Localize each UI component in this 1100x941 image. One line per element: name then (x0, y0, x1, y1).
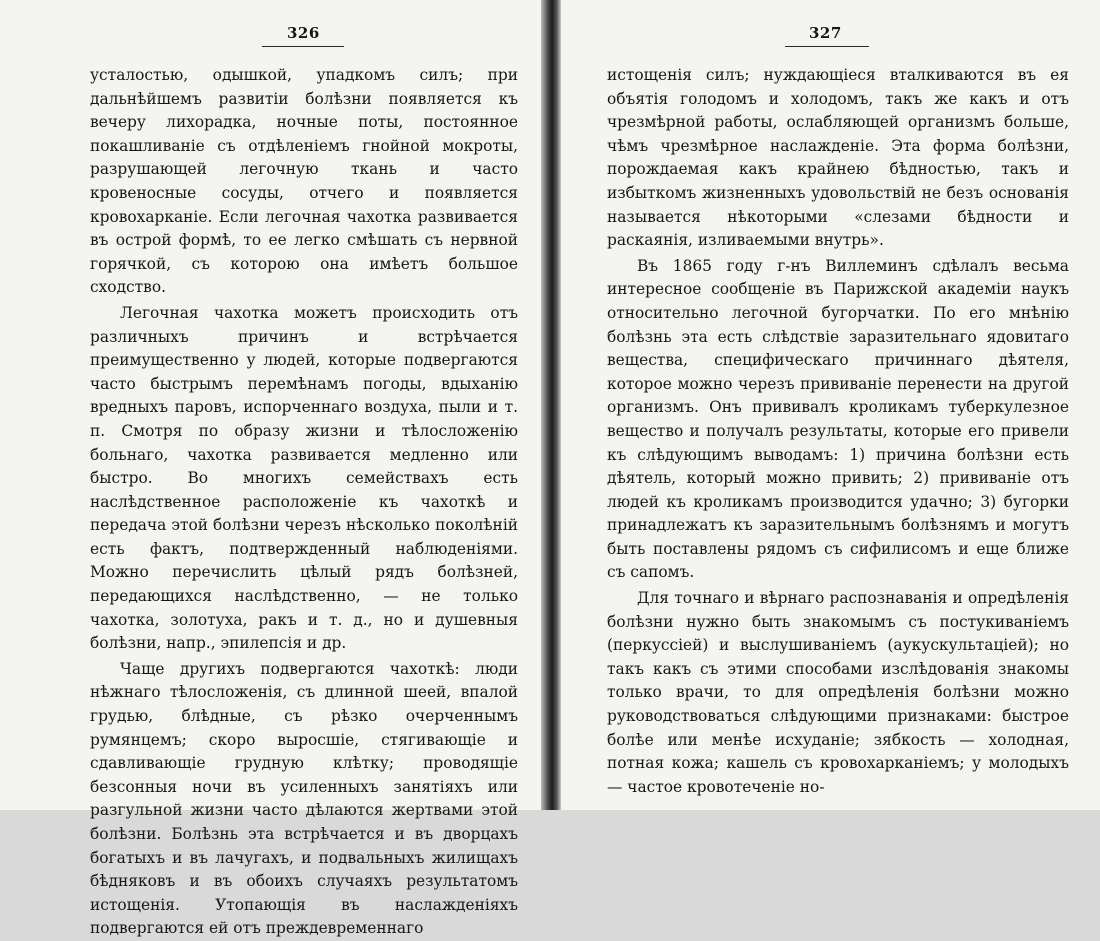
paragraph: истощенія силъ; нуждающіеся вталкиваются въ ея объятія голодомъ и холодомъ, такъ же какъ и отъ чрезмѣрной работы, ослабляющей организмъ больше, чѣмъ чрезмѣрное наслажденіе. Эта форма болѣзни, порождаемая какъ крайнею бѣдностью, такъ и избыткомъ жизненныхъ удовольствій не безъ основанія называется нѣкоторыми «слезами бѣдности и раскаянія, изливаемыми внутрь». (607, 66, 1069, 250)
page-number-right: 327 (809, 24, 842, 42)
paragraph: Легочная чахотка можетъ происходить отъ различныхъ причинъ и встрѣчается преимущественно у людей, которые подвергаются часто быстрымъ перемѣнамъ погоды, вдыханію вредныхъ паровъ, испорченнаго воздуха, пыли и т. п. Смотря по образу жизни и тѣлосложенію больнаго, чахотка развивается медленно или быстро. Во многихъ семействахъ есть наслѣдственное расположеніе къ чахоткѣ и передача этой болѣзни черезъ нѣсколько поколѣній есть фактъ, подтвержденный наблюденіями. Можно перечислить цѣлый рядъ болѣзней, передающихся наслѣдственно, — не только чахотка, золотуха, ракъ и т. д., но и душевныя болѣзни, напр., эпилепсія и др. (90, 303, 518, 653)
left-page-text (90, 64, 518, 941)
paragraph: Для точнаго и вѣрнаго распознаванія и опредѣленія болѣзни нужно быть знакомымъ съ постукиваніемъ (перкуссіей) и выслушиваніемъ (аукускультаціей); но такъ какъ съ этими способами изслѣдованія знакомы только врачи, то для опредѣленія болѣзни можно руководствоваться слѣдующими признаками: быстрое болѣе или менѣе исхуданіе; зябкость — холодная, потная кожа; кашель съ кровохарканіемъ; у молодыхъ — частое кровотеченіе но- (607, 589, 1069, 796)
right-page-text (607, 64, 1069, 799)
paragraph: Чаще другихъ подвергаются чахоткѣ: люди нѣжнаго тѣлосложенія, съ длинной шеей, впалой грудью, блѣдные, съ рѣзко очерченнымъ румянцемъ; скоро выросшіе, стягивающіе и сдавливающіе грудную клѣтку; проводящіе безсонныя ночи въ усиленныхъ занятіяхъ или разгульной жизни часто дѣлаются жертвами этой болѣзни. Болѣзнь эта встрѣчается и въ дворцахъ богатыхъ и въ лачугахъ, и подвальныхъ жилищахъ бѣдняковъ и въ обоихъ случаяхъ результатомъ истощенія. Утопающія въ наслажденіяхъ подвергаются ей отъ преждевременнаго (90, 659, 518, 938)
paragraph: усталостью, одышкой, упадкомъ силъ; при дальнѣйшемъ развитіи болѣзни появляется къ вечеру лихорадка, ночные поты, постоянное покашливаніе съ отдѣленіемъ гнойной мокроты, разрушающей легочную ткань и часто кровеносные сосуды, отчего и появляется кровохарканіе. Если легочная чахотка развивается въ острой формѣ, то ее легко смѣшать съ нервной горячкой, съ которою она имѣетъ большое сходство. (90, 66, 518, 297)
paragraph: Въ 1865 году г-нъ Виллеминъ сдѣлалъ весьма интересное сообщеніе въ Парижской академіи наукъ относительно легочной бугорчатки. По его мнѣнію болѣзнь эта есть слѣдствіе заразительнаго ядовитаго вещества, специфическаго причиннаго дѣятеля, которое можно черезъ прививаніе перенести на другой организмъ. Онъ прививалъ кроликамъ туберкулезное вещество и получалъ результаты, которые его привели къ слѣдующимъ выводамъ: 1) причина болѣзни есть дѣятель, который можно привить; 2) прививаніе отъ людей къ кроликамъ производится удачно; 3) бугорки принадлежатъ къ заразительнымъ болѣзнямъ и могутъ быть поставлены рядомъ съ сифилисомъ и еще ближе съ сапомъ. (607, 256, 1069, 582)
left-page (0, 0, 541, 938)
header-rule-right (785, 46, 869, 47)
book-gutter (541, 0, 561, 810)
page-number-left: 326 (287, 24, 320, 42)
header-rule-left (262, 46, 344, 47)
right-page (561, 0, 1100, 810)
